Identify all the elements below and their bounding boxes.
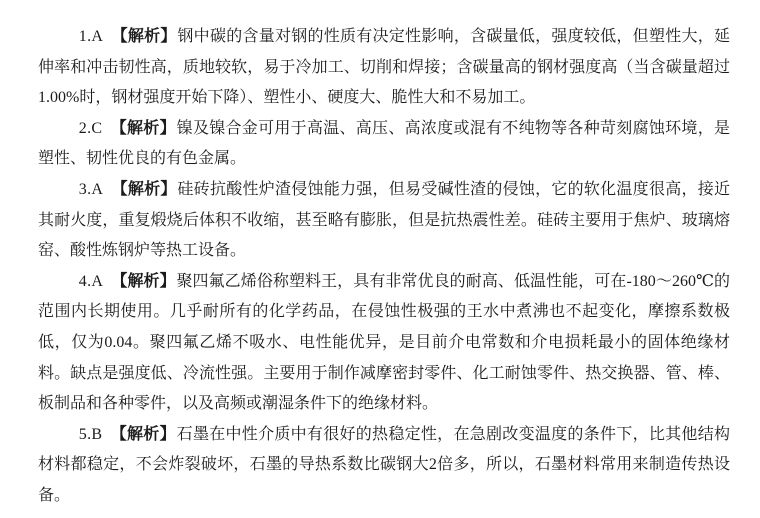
explanation-text: 钢中碳的含量对钢的性质有决定性影响，含碳量低，强度较低，但塑性大，延伸率和冲击韧性高，质地较软，易于冷加工、切削和焊接；含碳量高的钢材强度高（当含碳量超过1.00%时，钢材强度开始下降）、塑性小、硬度大、脆性大和不易加工。 xyxy=(38,28,730,107)
answer-number: 1.A xyxy=(78,28,104,45)
explanation-text: 硅砖抗酸性炉渣侵蚀能力强，但易受碱性渣的侵蚀，它的软化温度很高，接近其耐火度，重复煅烧后体积不收缩，甚至略有膨胀，但是抗热震性差。硅砖主要用于焦炉、玻璃熔窑、酸性炼钢炉等热工设备。 xyxy=(38,180,730,260)
explanation-text: 聚四氟乙烯俗称塑料王，具有非常优良的耐高、低温性能，可在-180～260℃的范围内长期使用。几乎耐所有的化学药品，在侵蚀性极强的王水中煮沸也不起变化，摩擦系数极低，仅为0.04。聚四氟乙烯不吸水、电性能优异，是目前介电常数和介电损耗最小的固体绝缘材料。缺点是强度低、冷流性强。主要用于制作减摩密封零件、化工耐蚀零件、热交换器、管、棒、板制品和各种零件，以及高频或潮湿条件下的绝缘材料。 xyxy=(38,272,730,413)
explanation-2 xyxy=(38,114,730,175)
explanation-3 xyxy=(38,175,730,267)
analysis-label: 【解析】 xyxy=(111,272,176,290)
explanation-1 xyxy=(38,22,730,114)
answer-number: 4.A xyxy=(78,272,104,290)
explanation-text: 镍及镍合金可用于高温、高压、高浓度或混有不纯物等各种苛刻腐蚀环境，是塑性、韧性优良的有色金属。 xyxy=(38,119,730,168)
analysis-label: 【解析】 xyxy=(111,180,177,198)
analysis-label: 【解析】 xyxy=(110,119,176,137)
answer-number: 3.A xyxy=(78,180,104,198)
explanation-5 xyxy=(38,420,730,512)
answer-number: 5.B xyxy=(78,425,103,443)
analysis-label: 【解析】 xyxy=(111,28,177,45)
analysis-label: 【解析】 xyxy=(110,425,176,443)
explanation-4 xyxy=(38,267,730,420)
explanation-text: 石墨在中性介质中有很好的热稳定性，在急剧改变温度的条件下，比其他结构材料都稳定，不会炸裂破坏，石墨的导热系数比碳钢大2倍多，所以，石墨材料常用来制造传热设备。 xyxy=(38,425,730,504)
answer-number: 2.C xyxy=(78,119,103,137)
